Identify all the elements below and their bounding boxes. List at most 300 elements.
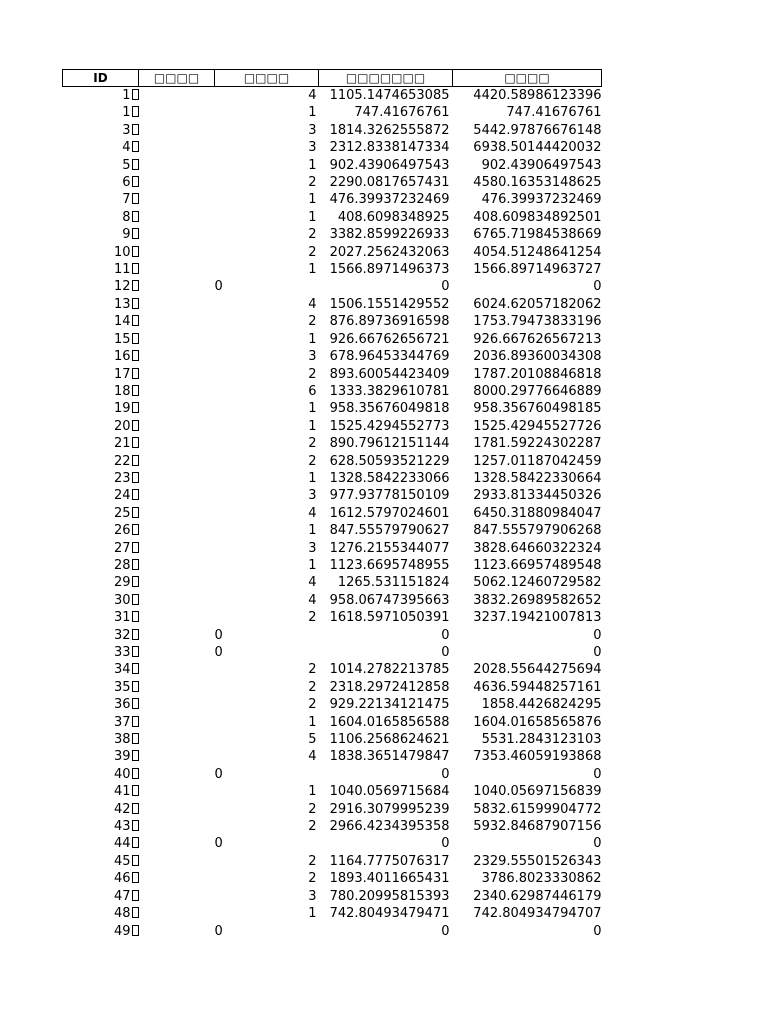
id-cell[interactable]: [63, 487, 139, 504]
unit-value-cell[interactable]: 747.41676761: [354, 105, 450, 121]
id-cell[interactable]: [63, 870, 139, 887]
count-cell[interactable]: 1: [308, 906, 317, 922]
total-value-cell[interactable]: 3786.8023330862: [481, 871, 602, 887]
total-value-cell[interactable]: 6024.62057182062: [473, 296, 602, 312]
header-col4[interactable]: □□□□□□□: [319, 70, 453, 87]
missing-glyph-icon: [132, 855, 139, 866]
missing-glyph-icon: [132, 820, 139, 831]
id-value: 43: [113, 819, 131, 835]
unit-value-cell[interactable]: 0: [441, 766, 450, 782]
empty-cell[interactable]: [139, 714, 215, 731]
count-cell[interactable]: 1: [308, 418, 317, 434]
total-value-cell[interactable]: 0: [593, 836, 602, 852]
total-value-cell[interactable]: 1858.4426824295: [481, 697, 602, 713]
empty-cell[interactable]: [139, 435, 215, 452]
id-cell[interactable]: [63, 244, 139, 261]
total-value-cell[interactable]: 4054.51248641254: [473, 244, 602, 260]
empty-cell[interactable]: [139, 627, 215, 644]
count-cell[interactable]: 2: [308, 175, 317, 191]
total-value-cell[interactable]: 1566.89714963727: [473, 262, 602, 278]
total-value-cell[interactable]: 5442.97876676148: [473, 122, 602, 138]
unit-value-cell[interactable]: 929.22134121475: [329, 697, 450, 713]
total-value-cell[interactable]: 1753.79473833196: [473, 314, 602, 330]
empty-cell[interactable]: [139, 313, 215, 330]
count-cell[interactable]: 1: [308, 105, 317, 121]
table-row: [63, 261, 602, 278]
count-cell[interactable]: 2: [308, 819, 317, 835]
empty-cell[interactable]: [139, 574, 215, 591]
empty-cell[interactable]: [139, 766, 215, 783]
total-value-cell[interactable]: 958.356760498185: [473, 401, 602, 417]
id-value: 33: [113, 645, 131, 660]
id-cell[interactable]: [63, 261, 139, 278]
unit-value-cell[interactable]: 1164.7775076317: [329, 853, 450, 869]
id-cell[interactable]: [63, 766, 139, 783]
unit-value-cell[interactable]: 1106.2568624621: [329, 732, 450, 748]
count-cell[interactable]: 3: [308, 888, 317, 904]
id-value: 32: [113, 627, 131, 643]
id-cell[interactable]: [63, 505, 139, 522]
empty-cell[interactable]: [139, 696, 215, 713]
unit-value-cell[interactable]: 1893.4011665431: [329, 871, 450, 887]
id-value: 1: [122, 105, 131, 121]
id-cell[interactable]: [63, 661, 139, 678]
total-value-cell[interactable]: 7353.46059193868: [473, 749, 602, 765]
header-col2[interactable]: □□□□: [139, 70, 215, 87]
missing-glyph-icon: [132, 333, 139, 344]
id-cell[interactable]: [63, 557, 139, 574]
unit-value-cell[interactable]: 902.43906497543: [329, 157, 450, 173]
missing-glyph-icon: [132, 472, 139, 483]
total-value-cell[interactable]: 6938.50144420032: [473, 140, 602, 156]
empty-cell[interactable]: [139, 592, 215, 609]
total-value-cell[interactable]: 0: [593, 923, 602, 939]
empty-cell[interactable]: [139, 818, 215, 835]
missing-glyph-icon: [132, 768, 139, 779]
id-cell[interactable]: [63, 418, 139, 435]
empty-cell[interactable]: [139, 226, 215, 243]
missing-glyph-icon: [132, 385, 139, 396]
count-cell[interactable]: 3: [308, 349, 317, 365]
header-col3[interactable]: □□□□: [215, 70, 319, 87]
empty-cell[interactable]: [139, 331, 215, 348]
table-row: [63, 505, 602, 522]
empty-cell[interactable]: [139, 261, 215, 278]
count-cell[interactable]: 3: [308, 122, 317, 138]
count-cell[interactable]: 3: [308, 488, 317, 504]
unit-value-cell[interactable]: 977.93778150109: [329, 488, 450, 504]
id-cell[interactable]: [63, 888, 139, 905]
table-row: [63, 609, 602, 626]
missing-glyph-icon: [132, 280, 139, 291]
count-cell[interactable]: 0: [214, 645, 223, 660]
unit-value-cell[interactable]: 1123.6695748955: [329, 557, 450, 573]
unit-value-cell[interactable]: 2916.3079995239: [329, 801, 450, 817]
id-cell[interactable]: [63, 783, 139, 800]
unit-value-cell[interactable]: 1506.1551429552: [329, 296, 450, 312]
missing-glyph-icon: [132, 124, 139, 135]
count-cell[interactable]: 6: [308, 383, 317, 399]
unit-value-cell[interactable]: 3382.8599226933: [329, 227, 450, 243]
id-value: 21: [113, 436, 131, 452]
id-cell[interactable]: [63, 818, 139, 835]
count-cell[interactable]: 2: [308, 436, 317, 452]
total-value-cell[interactable]: 2933.81334450326: [473, 488, 602, 504]
id-cell[interactable]: [63, 592, 139, 609]
id-value: 26: [113, 523, 131, 539]
unit-value-cell[interactable]: 2290.0817657431: [329, 175, 450, 191]
table-row: [63, 731, 602, 748]
empty-cell[interactable]: [139, 87, 215, 105]
id-cell[interactable]: [63, 453, 139, 470]
empty-cell[interactable]: [139, 801, 215, 818]
count-cell[interactable]: 0: [214, 836, 223, 852]
id-cell[interactable]: [63, 540, 139, 557]
id-value: 46: [113, 871, 131, 887]
unit-value-cell[interactable]: 958.06747395663: [329, 592, 450, 608]
id-value: 25: [113, 505, 131, 521]
empty-cell[interactable]: [139, 522, 215, 539]
count-cell[interactable]: 1: [308, 784, 317, 800]
count-cell[interactable]: 1: [308, 157, 317, 173]
id-cell[interactable]: [63, 801, 139, 818]
empty-cell[interactable]: [139, 748, 215, 765]
total-value-cell[interactable]: 5062.12460729582: [473, 575, 602, 591]
unit-value-cell[interactable]: 2966.4234395358: [329, 819, 450, 835]
unit-value-cell[interactable]: 1838.3651479847: [329, 749, 450, 765]
total-value-cell[interactable]: 902.43906497543: [481, 157, 602, 173]
id-cell[interactable]: [63, 366, 139, 383]
count-cell[interactable]: 1: [308, 331, 317, 347]
total-value-cell[interactable]: 1040.05697156839: [473, 784, 602, 800]
unit-value-cell[interactable]: 1328.5842233066: [329, 470, 450, 486]
table-row: [63, 905, 602, 922]
missing-glyph-icon: [132, 611, 139, 622]
unit-value-cell[interactable]: 893.60054423409: [329, 366, 450, 382]
empty-cell[interactable]: [139, 296, 215, 313]
unit-value-cell[interactable]: 847.55579790627: [329, 523, 450, 539]
empty-cell[interactable]: [139, 400, 215, 417]
total-value-cell[interactable]: 6765.71984538669: [473, 227, 602, 243]
count-cell[interactable]: 2: [308, 697, 317, 713]
id-cell[interactable]: [63, 679, 139, 696]
id-cell[interactable]: [63, 157, 139, 174]
total-value-cell[interactable]: 408.609834892501: [473, 209, 602, 225]
total-value-cell[interactable]: 847.555797906268: [473, 523, 602, 539]
unit-value-cell[interactable]: 890.79612151144: [329, 436, 450, 452]
count-cell[interactable]: 2: [308, 227, 317, 243]
unit-value-cell[interactable]: 1525.4294552773: [329, 418, 450, 434]
unit-value-cell[interactable]: 1014.2782213785: [329, 662, 450, 678]
empty-cell[interactable]: [139, 366, 215, 383]
id-value: 4: [122, 140, 131, 156]
total-value-cell[interactable]: 0: [593, 766, 602, 782]
empty-cell[interactable]: [139, 905, 215, 922]
empty-cell[interactable]: [139, 661, 215, 678]
total-value-cell[interactable]: 4580.16353148625: [473, 175, 602, 191]
missing-glyph-icon: [132, 698, 139, 709]
count-cell[interactable]: 1: [308, 557, 317, 573]
count-cell[interactable]: 2: [308, 662, 317, 678]
total-value-cell[interactable]: 476.39937232469: [481, 192, 602, 208]
id-cell[interactable]: [63, 470, 139, 487]
table-row: [63, 627, 602, 644]
count-cell[interactable]: 2: [308, 871, 317, 887]
count-cell[interactable]: 1: [308, 209, 317, 225]
count-cell[interactable]: 1: [308, 192, 317, 208]
count-cell[interactable]: 4: [308, 592, 317, 608]
empty-cell[interactable]: [139, 348, 215, 365]
count-cell[interactable]: 2: [308, 679, 317, 695]
count-cell[interactable]: 2: [308, 610, 317, 626]
id-cell[interactable]: [63, 139, 139, 156]
table-row: [63, 313, 602, 330]
id-cell[interactable]: [63, 400, 139, 417]
empty-cell[interactable]: [139, 139, 215, 156]
total-value-cell[interactable]: 5832.61599904772: [473, 801, 602, 817]
id-cell[interactable]: [63, 87, 139, 105]
id-cell[interactable]: [63, 209, 139, 226]
count-cell[interactable]: 1: [308, 523, 317, 539]
count-cell[interactable]: 3: [308, 540, 317, 556]
empty-cell[interactable]: [139, 191, 215, 208]
empty-cell[interactable]: [139, 853, 215, 870]
empty-cell[interactable]: [139, 383, 215, 400]
count-cell[interactable]: 4: [308, 749, 317, 765]
missing-glyph-icon: [132, 141, 139, 152]
empty-cell[interactable]: [139, 870, 215, 887]
unit-value-cell[interactable]: 1618.5971050391: [329, 610, 450, 626]
empty-cell[interactable]: [139, 923, 215, 940]
total-value-cell[interactable]: 5932.84687907156: [473, 819, 602, 835]
table-row: [63, 383, 602, 400]
total-value-cell[interactable]: 747.41676761: [506, 105, 602, 121]
empty-cell[interactable]: [139, 157, 215, 174]
unit-value-cell[interactable]: 2318.2972412858: [329, 679, 450, 695]
table-row: [63, 400, 602, 417]
empty-cell[interactable]: [139, 540, 215, 557]
id-cell[interactable]: [63, 122, 139, 139]
empty-cell[interactable]: [139, 888, 215, 905]
empty-cell[interactable]: [139, 278, 215, 295]
unit-value-cell[interactable]: 1265.531151824: [337, 575, 450, 591]
missing-glyph-icon: [132, 489, 139, 500]
table-row: [63, 818, 602, 835]
count-cell[interactable]: 1: [308, 401, 317, 417]
id-cell[interactable]: [63, 748, 139, 765]
total-value-cell[interactable]: 2028.55644275694: [473, 662, 602, 678]
missing-glyph-icon: [132, 646, 139, 657]
total-value-cell[interactable]: 1525.42945527726: [473, 418, 602, 434]
empty-cell[interactable]: [139, 644, 215, 661]
id-cell[interactable]: [63, 714, 139, 731]
unit-value-cell[interactable]: 1105.1474653085: [329, 88, 450, 103]
total-value-cell[interactable]: 4636.59448257161: [473, 679, 602, 695]
empty-cell[interactable]: [139, 505, 215, 522]
missing-glyph-icon: [132, 263, 139, 274]
id-cell[interactable]: [63, 644, 139, 661]
unit-value-cell[interactable]: 780.20995815393: [329, 888, 450, 904]
id-cell[interactable]: [63, 923, 139, 940]
count-cell[interactable]: 1: [308, 262, 317, 278]
unit-value-cell[interactable]: 1814.3262555872: [329, 122, 450, 138]
unit-value-cell[interactable]: 0: [441, 645, 450, 660]
unit-value-cell[interactable]: 1276.2155344077: [329, 540, 450, 556]
id-cell[interactable]: [63, 609, 139, 626]
missing-glyph-icon: [132, 785, 139, 796]
id-cell[interactable]: [63, 905, 139, 922]
total-value-cell[interactable]: 1257.01187042459: [473, 453, 602, 469]
id-cell[interactable]: [63, 313, 139, 330]
unit-value-cell[interactable]: 876.89736916598: [329, 314, 450, 330]
total-value-cell[interactable]: 3237.19421007813: [473, 610, 602, 626]
total-value-cell[interactable]: 0: [593, 645, 602, 660]
table-row: [63, 801, 602, 818]
id-cell[interactable]: [63, 174, 139, 191]
unit-value-cell[interactable]: 958.35676049818: [329, 401, 450, 417]
total-value-cell[interactable]: 0: [593, 279, 602, 295]
missing-glyph-icon: [132, 507, 139, 518]
empty-cell[interactable]: [139, 453, 215, 470]
count-cell[interactable]: 4: [308, 505, 317, 521]
total-value-cell[interactable]: 742.804934794707: [473, 906, 602, 922]
empty-cell[interactable]: [139, 418, 215, 435]
empty-cell[interactable]: [139, 731, 215, 748]
unit-value-cell[interactable]: 476.39937232469: [329, 192, 450, 208]
id-cell[interactable]: [63, 835, 139, 852]
id-cell[interactable]: [63, 383, 139, 400]
id-cell[interactable]: [63, 104, 139, 121]
count-cell[interactable]: 0: [214, 279, 223, 295]
count-cell[interactable]: 2: [308, 244, 317, 260]
table-row: [63, 470, 602, 487]
id-cell[interactable]: [63, 731, 139, 748]
id-cell[interactable]: [63, 853, 139, 870]
unit-value-cell[interactable]: 1604.0165856588: [329, 714, 450, 730]
empty-cell[interactable]: [139, 470, 215, 487]
id-cell[interactable]: [63, 296, 139, 313]
total-value-cell[interactable]: 4420.58986123396: [473, 88, 602, 103]
id-cell[interactable]: [63, 696, 139, 713]
table-row: [63, 244, 602, 261]
total-value-cell[interactable]: 1328.58422330664: [473, 470, 602, 486]
unit-value-cell[interactable]: 0: [441, 923, 450, 939]
total-value-cell[interactable]: 2036.89360034308: [473, 349, 602, 365]
unit-value-cell[interactable]: 1566.8971496373: [329, 262, 450, 278]
count-cell[interactable]: 2: [308, 801, 317, 817]
count-cell[interactable]: 4: [308, 575, 317, 591]
total-value-cell[interactable]: 1781.59224302287: [473, 436, 602, 452]
total-value-cell[interactable]: 1787.20108846818: [473, 366, 602, 382]
empty-cell[interactable]: [139, 104, 215, 121]
unit-value-cell[interactable]: 1612.5797024601: [329, 505, 450, 521]
id-cell[interactable]: [63, 226, 139, 243]
empty-cell[interactable]: [139, 835, 215, 852]
id-cell[interactable]: [63, 435, 139, 452]
missing-glyph-icon: [132, 890, 139, 901]
empty-cell[interactable]: [139, 487, 215, 504]
empty-cell[interactable]: [139, 122, 215, 139]
total-value-cell[interactable]: 926.667626567213: [473, 331, 602, 347]
id-cell[interactable]: [63, 574, 139, 591]
unit-value-cell[interactable]: 926.66762656721: [329, 331, 450, 347]
count-cell[interactable]: 2: [308, 453, 317, 469]
empty-cell[interactable]: [139, 679, 215, 696]
count-cell[interactable]: 2: [308, 366, 317, 382]
unit-value-cell[interactable]: 408.6098348925: [337, 209, 450, 225]
empty-cell[interactable]: [139, 557, 215, 574]
unit-value-cell[interactable]: 0: [441, 279, 450, 295]
unit-value-cell[interactable]: 0: [441, 836, 450, 852]
unit-value-cell[interactable]: 1040.0569715684: [329, 784, 450, 800]
id-cell[interactable]: [63, 627, 139, 644]
count-cell[interactable]: 3: [308, 140, 317, 156]
unit-value-cell[interactable]: 628.50593521229: [329, 453, 450, 469]
count-cell[interactable]: 5: [308, 732, 317, 748]
count-cell[interactable]: 0: [214, 627, 223, 643]
table-row: [63, 487, 602, 504]
table-row: [63, 453, 602, 470]
missing-glyph-icon: [132, 681, 139, 692]
unit-value-cell[interactable]: 2027.2562432063: [329, 244, 450, 260]
missing-glyph-icon: [132, 437, 139, 448]
total-value-cell[interactable]: 2329.55501526343: [473, 853, 602, 869]
empty-cell[interactable]: [139, 244, 215, 261]
missing-glyph-icon: [132, 716, 139, 727]
total-value-cell[interactable]: 1123.66957489548: [473, 557, 602, 573]
empty-cell[interactable]: [139, 783, 215, 800]
table-row: [63, 870, 602, 887]
total-value-cell[interactable]: 3828.64660322324: [473, 540, 602, 556]
table-row: [63, 644, 602, 661]
id-cell[interactable]: [63, 348, 139, 365]
total-value-cell[interactable]: 2340.62987446179: [473, 888, 602, 904]
total-value-cell[interactable]: 5531.2843123103: [481, 732, 602, 748]
count-cell[interactable]: 4: [308, 296, 317, 312]
count-cell[interactable]: 4: [308, 88, 317, 103]
total-value-cell[interactable]: 0: [593, 627, 602, 643]
count-cell[interactable]: 0: [214, 923, 223, 939]
count-cell[interactable]: 2: [308, 314, 317, 330]
id-cell[interactable]: [63, 278, 139, 295]
total-value-cell[interactable]: 3832.26989582652: [473, 592, 602, 608]
count-cell[interactable]: 1: [308, 714, 317, 730]
count-cell[interactable]: 0: [214, 766, 223, 782]
empty-cell[interactable]: [139, 209, 215, 226]
count-cell[interactable]: 1: [308, 470, 317, 486]
unit-value-cell[interactable]: 678.96453344769: [329, 349, 450, 365]
unit-value-cell[interactable]: 2312.8338147334: [329, 140, 450, 156]
header-col5[interactable]: □□□□: [453, 70, 602, 87]
header-id[interactable]: ID: [63, 70, 139, 87]
table-row: [63, 557, 602, 574]
count-cell[interactable]: 2: [308, 853, 317, 869]
id-cell[interactable]: [63, 191, 139, 208]
id-cell[interactable]: [63, 522, 139, 539]
total-value-cell[interactable]: 8000.29776646889: [473, 383, 602, 399]
id-cell[interactable]: [63, 331, 139, 348]
total-value-cell[interactable]: 6450.31880984047: [473, 505, 602, 521]
id-value: 34: [113, 662, 131, 678]
empty-cell[interactable]: [139, 174, 215, 191]
id-value: 37: [113, 714, 131, 730]
unit-value-cell[interactable]: 1333.3829610781: [329, 383, 450, 399]
empty-cell[interactable]: [139, 609, 215, 626]
total-value-cell[interactable]: 1604.01658565876: [473, 714, 602, 730]
unit-value-cell[interactable]: 742.80493479471: [329, 906, 450, 922]
unit-value-cell[interactable]: 0: [441, 627, 450, 643]
id-value: 41: [113, 784, 131, 800]
